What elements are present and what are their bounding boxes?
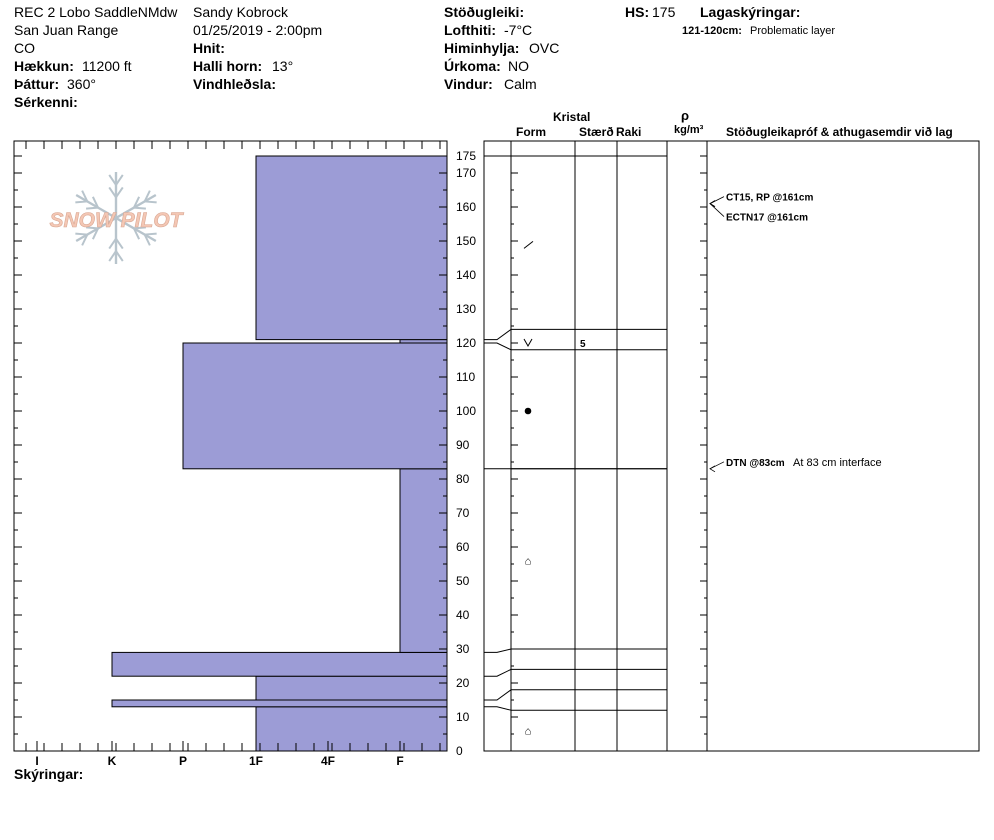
layer-connector bbox=[484, 329, 511, 339]
layer-connector bbox=[484, 707, 511, 710]
elevation-value: 11200 ft bbox=[82, 58, 132, 74]
features-label: Sérkenni: bbox=[14, 94, 78, 110]
hs-value: 175 bbox=[652, 4, 676, 20]
height-tick-label: 60 bbox=[456, 540, 470, 554]
hardness-label: F bbox=[396, 754, 404, 768]
notes-label: Skýringar: bbox=[14, 766, 84, 782]
height-tick-label: 80 bbox=[456, 472, 470, 486]
height-tick-label: 150 bbox=[456, 234, 477, 248]
height-tick-label: 130 bbox=[456, 302, 477, 316]
hardness-bar-7 bbox=[256, 156, 447, 340]
size-header: Stærð bbox=[579, 125, 614, 139]
wind-value: Calm bbox=[504, 76, 537, 92]
test-label: DTN @83cm bbox=[726, 457, 785, 469]
layer-connector bbox=[484, 669, 511, 676]
air-temp-value: -7°C bbox=[504, 22, 533, 38]
hardness-bar-5 bbox=[183, 343, 447, 469]
crystal-header: Kristal bbox=[553, 110, 591, 124]
height-tick-label: 140 bbox=[456, 268, 477, 282]
grain-form-icon: ⌂ bbox=[524, 555, 532, 568]
grain-form-icon bbox=[524, 339, 532, 346]
height-tick-label: 160 bbox=[456, 200, 477, 214]
stability-label: Stöðugleiki: bbox=[444, 4, 525, 20]
height-tick-label: 0 bbox=[456, 744, 463, 758]
flake-branch bbox=[145, 201, 157, 202]
precip-label: Úrkoma: bbox=[444, 58, 501, 74]
rho-header: ρ bbox=[681, 108, 690, 123]
form-header: Form bbox=[516, 125, 546, 139]
hardness-label: 1F bbox=[248, 754, 264, 768]
datetime: 01/25/2019 - 2:00pm bbox=[193, 22, 323, 38]
wind-label: Vindur: bbox=[444, 76, 493, 92]
snowpilot-logo bbox=[50, 172, 185, 264]
height-tick-label: 120 bbox=[456, 336, 477, 350]
hardness-bar-0 bbox=[256, 707, 447, 751]
air-temp-label: Lofthiti: bbox=[444, 22, 497, 38]
grain-form-icon bbox=[524, 241, 533, 248]
slope-label: Halli horn: bbox=[193, 58, 263, 74]
grain-form-icon bbox=[525, 408, 532, 415]
hardness-bar-2 bbox=[256, 676, 447, 700]
height-tick-label: 110 bbox=[456, 370, 476, 384]
moisture-header: Raki bbox=[616, 125, 642, 139]
hardness-bar-6 bbox=[400, 340, 447, 343]
problem-text: Problematic layer bbox=[750, 25, 835, 37]
profile-frame bbox=[484, 141, 979, 751]
layer-connector bbox=[484, 343, 511, 350]
location-name: REC 2 Lobo SaddleNMdw bbox=[14, 4, 178, 20]
height-tick-label: 100 bbox=[456, 404, 477, 418]
tests-header: Stöðugleikapróf & athugasemdir við lag bbox=[726, 125, 953, 139]
problem-range: 121-120cm: bbox=[682, 25, 742, 37]
hardness-bar-4 bbox=[400, 469, 447, 653]
elevation-label: Hækkun: bbox=[14, 58, 74, 74]
test-arrow-icon bbox=[710, 466, 715, 472]
observer: Sandy Kobrock bbox=[193, 4, 288, 20]
test-comment: At 83 cm interface bbox=[793, 456, 882, 469]
height-tick-label: 50 bbox=[456, 574, 470, 588]
test-label: CT15, RP @161cm bbox=[726, 192, 814, 204]
sky-label: Himinhylja: bbox=[444, 40, 520, 56]
height-tick-label: 40 bbox=[456, 608, 470, 622]
height-tick-label: 175 bbox=[456, 149, 477, 163]
hardness-label: K bbox=[107, 754, 117, 768]
hardness-bar-1 bbox=[112, 700, 447, 707]
height-tick-label: 20 bbox=[456, 676, 470, 690]
hs-label: HS: bbox=[625, 4, 650, 20]
height-tick-label: 90 bbox=[456, 438, 470, 452]
sky-value: OVC bbox=[529, 40, 560, 56]
test-label: ECTN17 @161cm bbox=[726, 212, 809, 224]
slope-value: 13° bbox=[272, 58, 294, 74]
height-tick-label: 70 bbox=[456, 506, 470, 520]
height-tick-label: 10 bbox=[456, 710, 470, 724]
wind-loading-label: Vindhleðsla: bbox=[193, 76, 276, 92]
aspect-value: 360° bbox=[67, 76, 96, 92]
flake-branch bbox=[145, 234, 157, 235]
hardness-label: 4F bbox=[320, 754, 336, 768]
logo-text: SNOW PILOT bbox=[49, 209, 183, 232]
layer-connector bbox=[484, 690, 511, 700]
coords-label: Hnit: bbox=[193, 40, 225, 56]
range-name: San Juan Range bbox=[14, 22, 119, 38]
state-name: CO bbox=[14, 40, 35, 56]
grain-size: 5 bbox=[580, 339, 586, 350]
flake-branch bbox=[75, 201, 87, 202]
layer-connector bbox=[484, 649, 511, 652]
layer-notes-label: Lagaskýringar: bbox=[700, 4, 801, 20]
height-tick-label: 30 bbox=[456, 642, 470, 656]
hardness-label: P bbox=[178, 754, 188, 768]
hardness-bar-3 bbox=[112, 652, 447, 676]
height-tick-label: 170 bbox=[456, 166, 477, 180]
aspect-label: Þáttur: bbox=[14, 76, 60, 92]
hardness-label: I bbox=[35, 754, 39, 768]
flake-branch bbox=[75, 234, 87, 235]
density-header: kg/m³ bbox=[674, 124, 704, 136]
test-leader bbox=[710, 204, 724, 217]
precip-value: NO bbox=[508, 58, 529, 74]
grain-form-icon: ⌂ bbox=[524, 725, 532, 738]
